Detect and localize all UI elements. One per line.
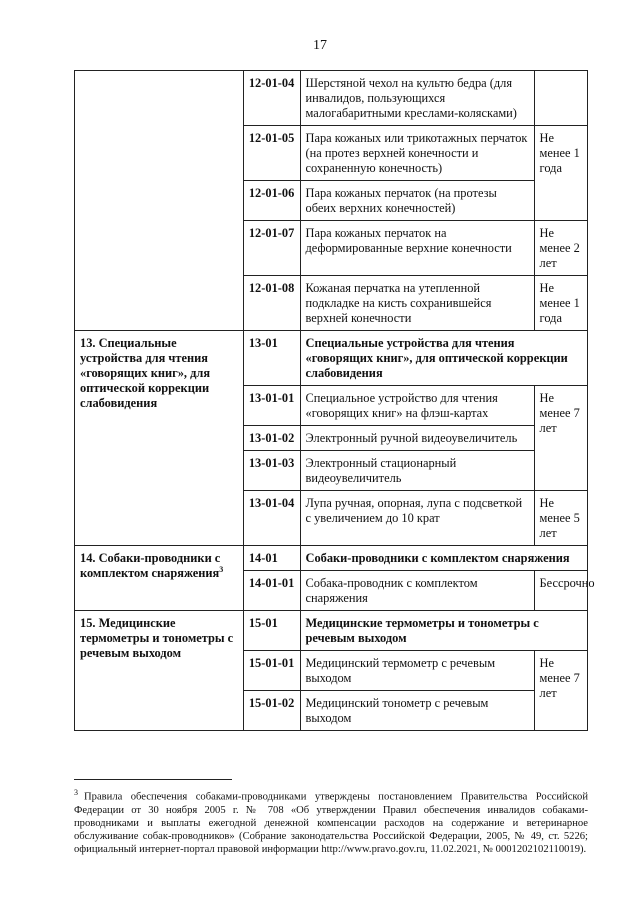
group-code: 13-01: [243, 331, 300, 386]
table-row: [75, 71, 588, 126]
item-code: 13-01-03: [243, 451, 300, 491]
section-12-cell: [75, 71, 244, 331]
item-code: 13-01-02: [243, 426, 300, 451]
footnote-text: Правила обеспечения собаками-проводниками утверждены постановлением Правительства Российской Федерации от 30 ноября 2005 г. № 708 «Об утверждении Правил обеспечения инвалидов собаками-проводниками и выплаты ежегодной денежной компенсации расходов на содержание и ветеринарное обслуживание собак-проводников» (Собрание законодательства Российской Федерации, 2005, № 49, ст. 5226; официальный интернет-портал правовой информации http://www.pravo.gov.ru, 11.02.2021, № 0001202102110019).: [74, 791, 588, 855]
group-heading: Специальные устройства для чтения «говорящих книг», для оптической коррекции слабовидения: [300, 331, 588, 386]
section-15-title: 15. Медицинские термометры и тонометры с речевым выходом: [75, 611, 244, 731]
section-heading-row: [75, 331, 588, 386]
footnote: [74, 786, 588, 856]
section-heading-row: [75, 546, 588, 571]
footnote-divider: [74, 779, 232, 780]
item-name: Пара кожаных перчаток на деформированные верхние конечности: [300, 221, 534, 276]
item-name: Электронный стационарный видеоувеличитель: [300, 451, 534, 491]
item-name: Собака-проводник с комплектом снаряжения: [300, 571, 534, 611]
item-term: Не менее 7 лет: [534, 651, 587, 731]
group-heading: Собаки-проводники с комплектом снаряжения: [300, 546, 588, 571]
item-code: 13-01-01: [243, 386, 300, 426]
item-name: Специальное устройство для чтения «говорящих книг» на флэш-картах: [300, 386, 534, 426]
section-13-title: 13. Специальные устройства для чтения «говорящих книг», для оптической коррекции слабовидения: [75, 331, 244, 546]
item-name: Пара кожаных или трикотажных перчаток (на протез верхней конечности и сохраненную конечность): [300, 126, 534, 181]
item-name: Шерстяной чехол на культю бедра (для инвалидов, пользующихся малогабаритными креслами-колясками): [300, 71, 534, 126]
item-term: Не менее 2 лет: [534, 221, 587, 276]
item-term: Бессрочно: [534, 571, 587, 611]
item-code: 15-01-02: [243, 691, 300, 731]
section-heading-row: [75, 611, 588, 651]
footnote-ref: 3: [219, 564, 224, 574]
group-heading: Медицинские термометры и тонометры с речевым выходом: [300, 611, 588, 651]
assistive-devices-table: [74, 70, 595, 731]
item-code: 13-01-04: [243, 491, 300, 546]
item-name: Пара кожаных перчаток (на протезы обеих верхних конечностей): [300, 181, 534, 221]
item-code: 12-01-05: [243, 126, 300, 181]
item-name: Медицинский тонометр с речевым выходом: [300, 691, 534, 731]
item-term: [534, 71, 587, 126]
item-code: 12-01-07: [243, 221, 300, 276]
item-term: Не менее 1 года: [534, 126, 587, 221]
item-code: 12-01-04: [243, 71, 300, 126]
group-code: 14-01: [243, 546, 300, 571]
item-name: Электронный ручной видеоувеличитель: [300, 426, 534, 451]
item-name: Кожаная перчатка на утепленной подкладке на кисть сохранившейся верхней конечности: [300, 276, 534, 331]
section-14-title-text: 14. Собаки-проводники с комплектом снаряжения: [80, 551, 221, 580]
section-14-title: [75, 546, 244, 611]
item-name: Медицинский термометр с речевым выходом: [300, 651, 534, 691]
group-code: 15-01: [243, 611, 300, 651]
item-term: Не менее 7 лет: [534, 386, 587, 491]
item-code: 15-01-01: [243, 651, 300, 691]
item-term: Не менее 1 года: [534, 276, 587, 331]
item-code: 12-01-08: [243, 276, 300, 331]
footnote-mark: 3: [74, 788, 78, 797]
item-term: Не менее 5 лет: [534, 491, 587, 546]
page-number: 17: [313, 38, 327, 53]
item-code: 12-01-06: [243, 181, 300, 221]
item-code: 14-01-01: [243, 571, 300, 611]
item-name: Лупа ручная, опорная, лупа с подсветкой с увеличением до 10 крат: [300, 491, 534, 546]
